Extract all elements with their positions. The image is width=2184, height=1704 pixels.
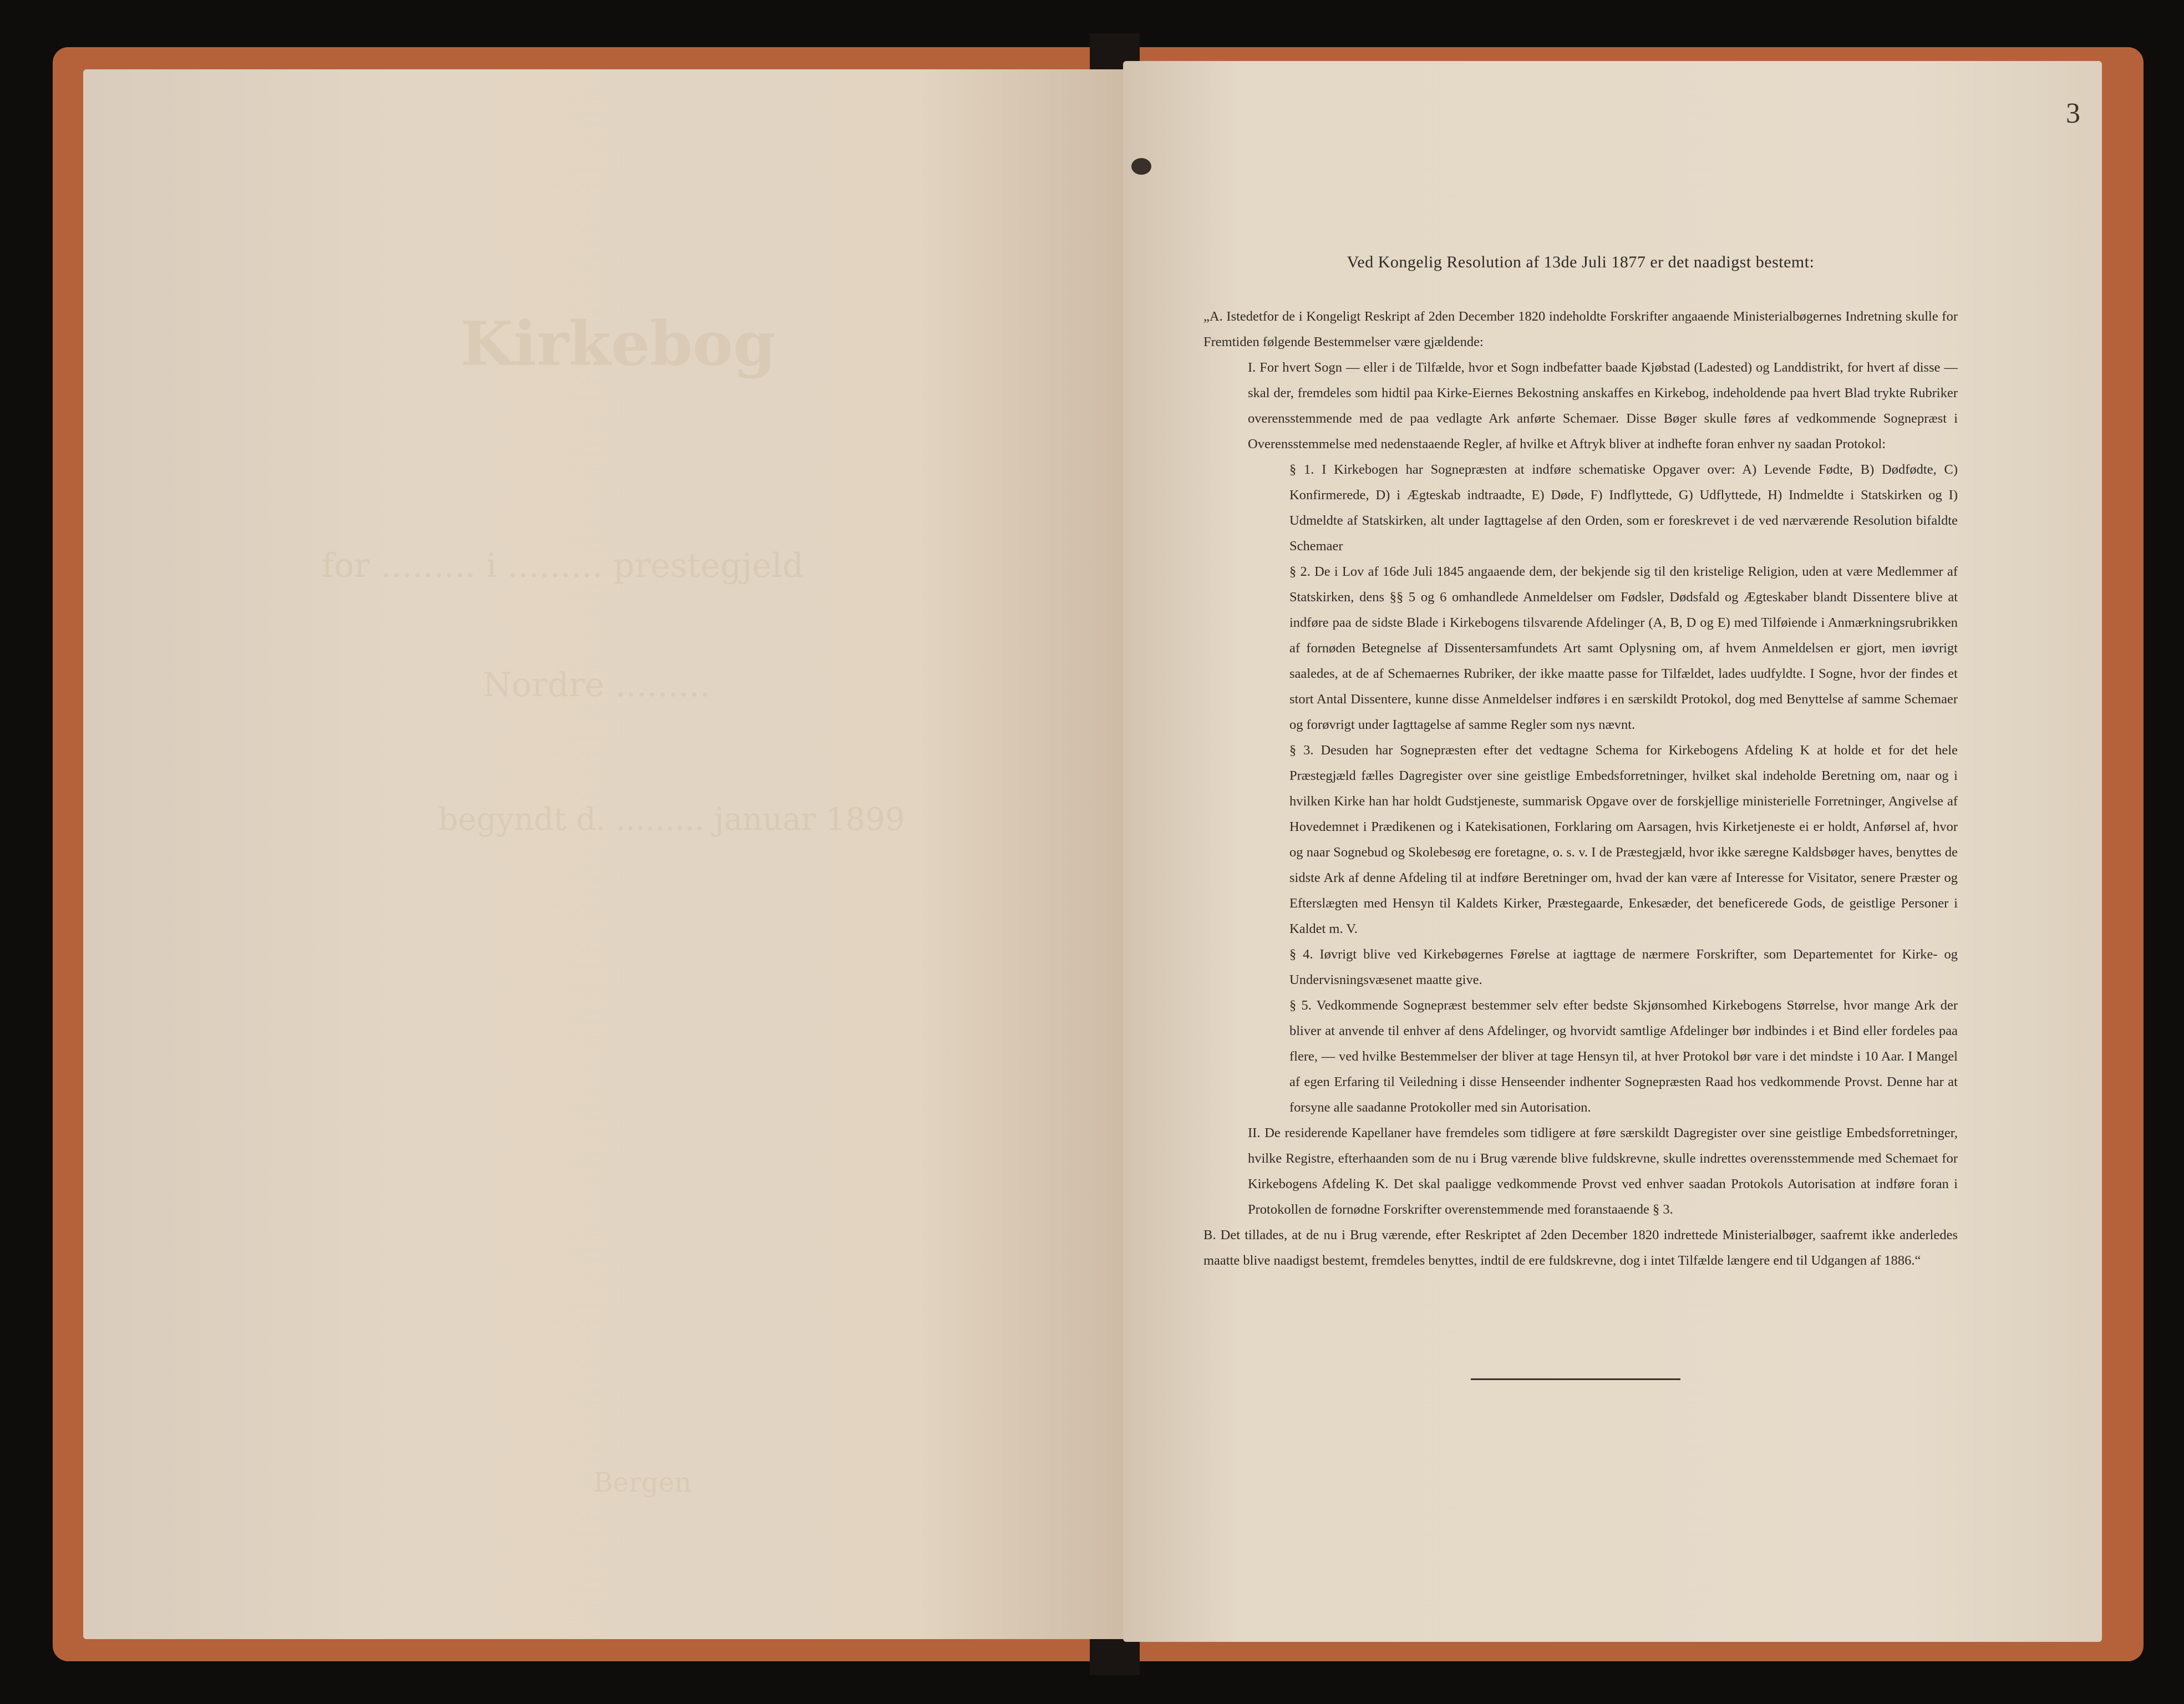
- left-ghost-print: Bergen: [593, 1467, 692, 1498]
- left-ghost-title: Kirkebog: [460, 308, 776, 379]
- resolution-text: [1203, 250, 1958, 1274]
- left-page: [83, 69, 1126, 1639]
- paragraph-i: I. For hvert Sogn — eller i de Tilfælde, hvor et Sogn indbefatter baade Kjøbstad (Ladested) og Landdistrikt, for hvert af disse — skal der, fremdeles som hidtil paa Kirke-Eiernes Bekostning anskaffes en Kirkebog, indeholdende paa hvert Blad trykte Rubriker overensstemmende med de paa vedlagte Ark anførte Schemaer. Disse Bøger skulle føres af vedkommende Sognepræst i Overensstemmelse med nedenstaaende Regler, af hvilke et Aftryk bliver at indhefte foran enhver ny saadan Protokol:: [1248, 360, 1958, 452]
- paragraph-s3: § 3. Desuden har Sognepræsten efter det vedtagne Schema for Kirkebogens Afdeling K at holde et for det hele Præstegjæld fælles Dagregister over sine geistlige Embedsforretninger, hvilket skal indeholde Beretning om, naar og i hvilken Kirke han har holdt Gudstjeneste, summarisk Opgave over de forskjellige ministerielle Forretninger, Angivelse af Hovedemnet i Prædikenen og i Katekisationen, Forklaring om Aarsagen, hvis Kirketjeneste ei er holdt, Anførsel af, hvor og naar Sognebud og Skolebesøg ere foretagne, o. s. v. I de Præstegjæld, hvor ikke særegne Kaldsbøger haves, benyttes de sidste Ark af denne Afdeling til at indføre Beretninger om, hvad der kan være af Interesse for Visitator, senere Præster og Efterslægten med Hensyn til Kaldets Kirker, Præstegaarde, Enkesæder, det beneficerede Gods, de geistlige Personer i Kaldet m. V.: [1289, 743, 1958, 936]
- paragraph-b: B. Det tillades, at de nu i Brug værende, efter Reskriptet af 2den December 1820 indrettede Ministerialbøger, saafremt ikke anderledes maatte blive naadigst bestemt, fremdeles benyttes, indtil de ere fuldskrevne, dog i intet Tilfælde længere end til Udgangen af 1886.“: [1203, 1228, 1958, 1268]
- paragraph-s1: § 1. I Kirkebogen har Sognepræsten at indføre schematiske Opgaver over: A) Levende Fødte, B) Dødfødte, C) Konfirmerede, D) i Ægteskab indtraadte, E) Døde, F) Indflyttede, G) Udflyttede, H) Indmeldte i Statskirken og I) Udmeldte af Statskirken, alt under Iagttagelse af den Orden, som er foreskrevet i de ved nærværende Resolution bifaldte Schemaer: [1289, 462, 1958, 554]
- punch-hole: [1131, 158, 1151, 175]
- left-ghost-sub: Nordre .........: [482, 666, 710, 704]
- document-heading: Ved Kongelig Resolution af 13de Juli 1877 er det naadigst bestemt:: [1347, 253, 1815, 271]
- left-ghost-begun: begyndt d. ......... januar 1899: [438, 802, 905, 838]
- left-ghost-line: for ......... i ......... prestegjeld: [322, 546, 804, 585]
- paragraph-s5: § 5. Vedkommende Sognepræst bestemmer selv efter bedste Skjønsomhed Kirkebogens Størrelse, hvor mange Ark der bliver at anvende til enhver af dens Afdelinger, og hvorvidt samtlige Afdelinger bør indbindes i et Bind eller fordeles paa flere, — ved hvilke Bestemmelser der bliver at tage Hensyn til, at hver Protokol bør vare i det mindste i 10 Aar. I Mangel af egen Erfaring til Veiledning i disse Henseender indhenter Sognepræsten Raad hos vedkommende Provst. Denne har at forsyne alle saadanne Protokoller med sin Autorisation.: [1289, 998, 1958, 1115]
- closing-rule: [1471, 1378, 1680, 1380]
- page-number: 3: [2066, 98, 2080, 129]
- paragraph-s4: § 4. Iøvrigt blive ved Kirkebøgernes Førelse at iagttage de nærmere Forskrifter, som Departementet for Kirke- og Undervisningsvæsenet maatte give.: [1289, 947, 1958, 987]
- paragraph-ii: II. De residerende Kapellaner have fremdeles som tidligere at føre særskildt Dagregister over sine geistlige Embedsforretninger, hvilke Registre, efterhaanden som de nu i Brug værende blive fuldskrevne, skulle indrettes overensstemmende med Schemaet for Kirkebogens Afdeling K. Det skal paaligge vedkommende Provst ved enhver saadan Protokols Autorisation at indføre foran i Protokollen de fornødne Forskrifter overenstemmende med foranstaaende § 3.: [1248, 1125, 1958, 1217]
- paragraph-s2: § 2. De i Lov af 16de Juli 1845 angaaende dem, der bekjende sig til den kristelige Religion, uden at være Medlemmer af Statskirken, dens §§ 5 og 6 omhandlede Anmeldelser om Fødsler, Dødsfald og Ægteskaber blandt Dissentere blive at indføre paa de sidste Blade i Kirkebogens tilsvarende Afdelinger (A, B, D og E) med Tilføiende i Anmærkningsrubrikken af fornøden Betegnelse af Dissentersamfundets Art samt Oplysning om, af hvem Anmeldelsen er gjort, men iøvrigt saaledes, at de af Schemaernes Rubriker, der ikke maatte passe for Tilfældet, lades uudfyldte. I Sogne, hvor der findes et stort Antal Dissentere, kunne disse Anmeldelser indføres i en særskildt Protokol, dog med Benyttelse af samme Schemaer og forøvrigt under Iagttagelse af samme Regler som nys nævnt.: [1289, 564, 1958, 732]
- paragraph-a: „A. Istedetfor de i Kongeligt Reskript af 2den December 1820 indeholdte Forskrifter angaaende Ministerialbøgernes Indretning skulle for Fremtiden følgende Bestemmelser være gjældende:: [1203, 309, 1958, 349]
